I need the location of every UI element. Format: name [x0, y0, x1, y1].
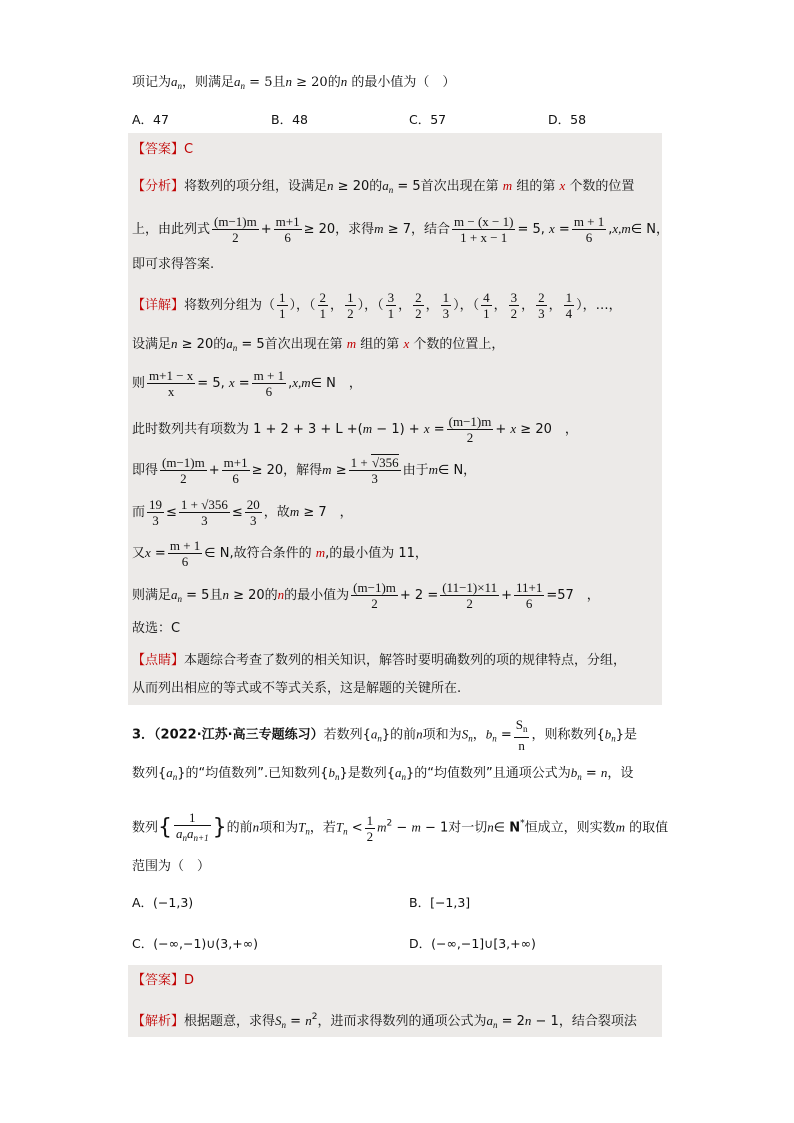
q3-answer-tag: 【答案】 — [132, 973, 185, 988]
q2-detail-line-6: 而 $\frac{19}{3}$ ≤ $\frac{1 + √356}{3}$ ≤ $\frac{20}{3}$ ，故m ≥ 7 ， — [132, 497, 353, 528]
q3-option-d: D．(−∞,−1]∪[3,+∞) — [409, 936, 536, 951]
q2-answer-tag: 【答案】 — [132, 142, 185, 157]
q3-stem-line-2: 数列$\{a_n\}$的“均值数列”.已知数列$\{b_n\}$是数列$\{a_n\}$的“均值数列”且通项公式为$b_n = n$，设 — [132, 765, 634, 782]
q2-analysis-line-1: 【分析】将数列的项分组，设满足n ≥ 20的$a_n = 5$首次出现在第 m 组的第 x 个数的位置 — [132, 178, 635, 195]
q3-answer-line — [132, 971, 194, 991]
q3-option-a: A．(−1,3) — [132, 895, 194, 910]
q2-option-b: B．48 — [271, 112, 308, 127]
q2-detail-tag: 【详解】 — [132, 298, 185, 313]
q3-answer-value: D — [184, 973, 195, 988]
q2-detail-line-2: 设满足n ≥ 20的$a_n = 5$首次出现在第 m 组的第 x 个数的位置上， — [132, 336, 505, 353]
q2-detail-line-8: 则满足$a_n = 5$且n ≥ 20的n的最小值为 $\frac{(m-1)m}{2}$ + 2 = $\frac{(11-1)\times 11}{2}$ + $\frac{11+1}{6}$ =57 ， — [132, 580, 600, 611]
q2-option-c: C．57 — [409, 112, 447, 127]
q2-comment-text-1: 本题综合考查了数列的相关知识，解答时要明确数列的项的规律特点，分组， — [184, 653, 627, 668]
q2-analysis-line-3: 即可求得答案. — [132, 257, 215, 272]
q2-detail-line-3: 则 $\frac{m+1 - x}{x}$ = 5, x = $\frac{m + 1}{6}$ ,x,m∈ N ， — [132, 368, 362, 399]
q2-detail-line-5: 即得 $\frac{(m-1)m}{2}$ + $\frac{m+1}{6}$ ≥ 20，解得m ≥ $\frac{1 + √356}{3}$ 由于m∈ N， — [132, 455, 477, 486]
q3-number: 3． — [132, 727, 155, 743]
q2-answer-value: C — [184, 142, 194, 157]
q2-comment-line-2: 从而列出相应的等式或不等式关系，这是解题的关键所在. — [132, 681, 462, 696]
q2-comment-tag: 【点睛】 — [132, 653, 185, 668]
q3-stem-line-4: 范围为（ ） — [132, 859, 211, 874]
q2-answer-line — [132, 140, 193, 160]
q2-comment-line-1 — [132, 651, 626, 671]
q2-detail-line-1: 【详解】将数列分组为（ $\frac{1}{1}$ ），（ $\frac{2}{1}$ ， $\frac{1}{2}$ ），（ $\frac{3}{1}$ ， $\frac{2}{2}$ ， $\frac{1}{3}$ ），（ $\frac{4}{1}$ ， $\frac{3}{2}$ ， $\frac{2}{3}$ ， $\frac{1}{4}$ ），…， — [132, 290, 622, 321]
q2-choice-line: 故选：C — [132, 621, 181, 636]
q3-source: （2022·江苏·高三专题练习） — [154, 727, 324, 743]
q3-option-b: B．[−1,3] — [409, 895, 471, 910]
q3-stem-line-3: 数列{ $\frac{1}{a_na_{n+1}}$ }的前n项和为$T_n$，若$T_n$ < $\frac{1}{2}$ $m^2 - m - 1$对一切n∈ N*恒成立，则实数m 的取值 — [132, 810, 669, 844]
q2-analysis-line-2: 上，由此列式 $\frac{(m-1)m}{2}$ + $\frac{m+1}{6}$ ≥ 20，求得m ≥ 7，结合 $\frac{m - (x - 1)}{1 + x - 1}$ = 5, x = $\frac{m + 1}{6}$ ,x,m∈ N， — [132, 214, 670, 245]
q3-stem-line-1: 3．（2022·江苏·高三专题练习）若数列$\{a_n\}$的前n项和为$S_n$，$b_n$ = $\frac{S_n}{n}$ ，则称数列$\{b_n\}$是 — [132, 717, 638, 753]
q2-option-d: D．58 — [548, 112, 587, 127]
q2-analysis-tag: 【分析】 — [132, 179, 185, 194]
q2-detail-line-4: 此时数列共有项数为 1 + 2 + 3 + L +(m − 1) + x = $\frac{(m-1)m}{2}$ + x ≥ 20 ， — [132, 414, 578, 445]
q3-analysis-line-1: 【解析】根据题意，求得$S_n = n^2$，进而求得数列的通项公式为$a_n = 2n - 1$，结合裂项法 — [132, 1012, 637, 1030]
q3-analysis-tag: 【解析】 — [132, 1014, 185, 1029]
q3-option-c: C．(−∞,−1)∪(3,+∞) — [132, 936, 258, 951]
q2-option-a: A．47 — [132, 112, 169, 127]
q2-detail-line-7: 又x = $\frac{m + 1}{6}$ ∈ N,故符合条件的 m,的最小值为 11， — [132, 538, 428, 569]
q2-stem-tail: 项记为$a_n$，则满足$a_n = 5$且n ≥ 20的n 的最小值为（ ） — [132, 74, 456, 91]
